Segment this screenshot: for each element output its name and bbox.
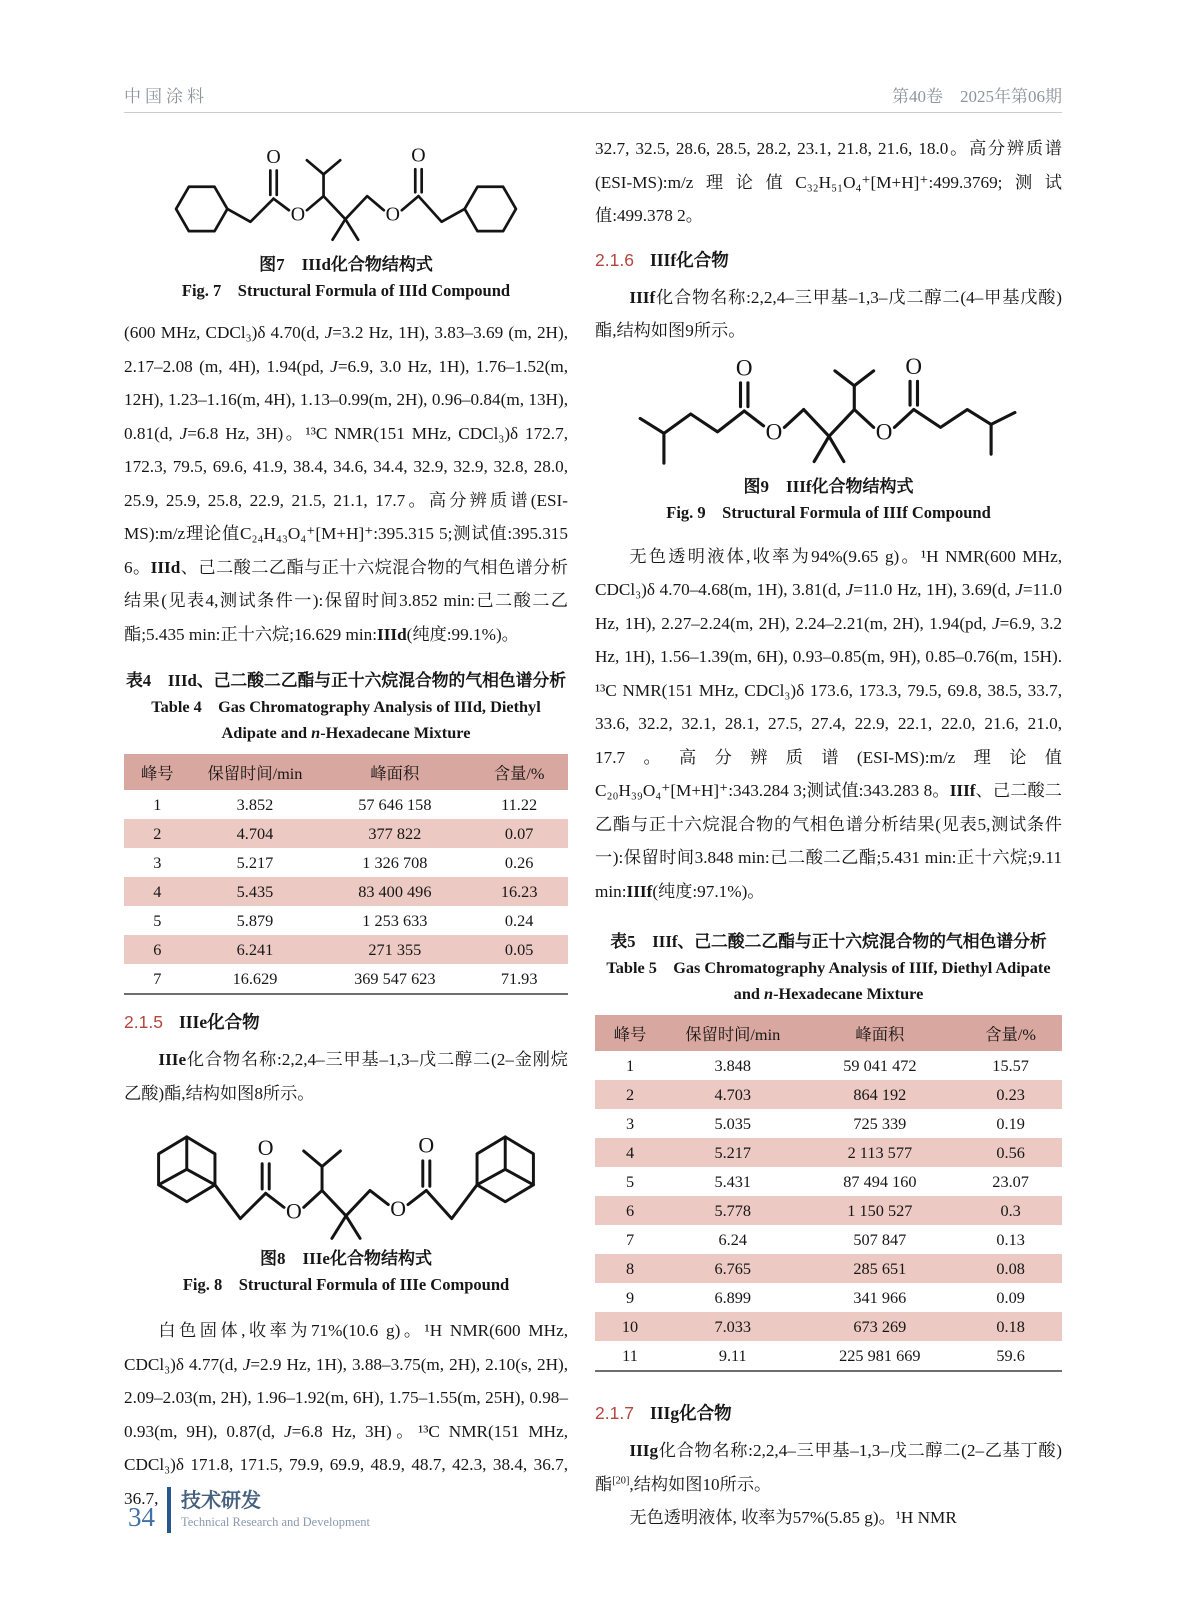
table-cell: 7: [595, 1225, 665, 1254]
svg-text:O: O: [904, 355, 922, 379]
table-4: [124, 754, 568, 995]
text-run: =11.0 Hz, 1H), 2.27–2.24(m, 2H), 2.24–2.21(m, 2H), 1.94(pd,: [595, 580, 1062, 633]
table-header-row: [124, 754, 568, 790]
footer-bar: [167, 1487, 171, 1533]
text-run: ,结构如图10所示。: [629, 1474, 772, 1494]
figure-8-caption-cn: 图8 IIIe化合物结构式: [260, 1249, 432, 1268]
table-row: [595, 1283, 1062, 1312]
figure-7-caption-en: Fig. 7 Structural Formula of IIId Compound: [181, 281, 511, 300]
table-cell: 3.852: [191, 790, 320, 819]
page-footer: [128, 1487, 370, 1533]
table-cell: 285 651: [800, 1254, 959, 1283]
table-5-caption-cn: 表5 IIIf、己二酸二乙酯与正十六烷混合物的气相色谱分析: [610, 932, 1047, 951]
text-run: J: [845, 580, 854, 599]
paragraph-iiif-nmr: [595, 540, 1062, 909]
paragraph-iiie-intro: [124, 1043, 568, 1110]
table-cell: 5.217: [191, 848, 320, 877]
text-run: J: [324, 323, 333, 342]
table-cell: 341 966: [800, 1283, 959, 1312]
text-run: (纯度:99.1%)。: [406, 624, 519, 644]
table-cell: 5.217: [665, 1138, 800, 1167]
table-4-caption-cn: 表4 IIId、己二酸二乙酯与正十六烷混合物的气相色谱分析: [125, 671, 567, 690]
page-header: [124, 82, 1062, 107]
svg-text:O: O: [390, 1196, 407, 1221]
table-row: [595, 1167, 1062, 1196]
table-cell: 0.56: [959, 1138, 1062, 1167]
text-run: -Hexadecane Mixture: [773, 984, 924, 1003]
table-row: [124, 964, 568, 994]
table-cell: 71.93: [470, 964, 568, 994]
svg-text:O: O: [290, 203, 306, 226]
table-cell: 15.57: [959, 1051, 1062, 1080]
table-row: [595, 1051, 1062, 1080]
paragraph-iiid-nmr: [124, 316, 568, 651]
text-run: 、己二酸二乙酯与正十六烷混合物的气相色谱分析结果(见表5,测试条件一):保留时间3.848 min:己二酸二乙酯;5.431 min:正十六烷;9.11 min:: [595, 781, 1062, 901]
table-header-cell: 峰号: [124, 754, 191, 790]
table-cell: 4: [124, 877, 191, 906]
text-run: IIIf: [949, 781, 976, 800]
footer-column-info: [181, 1489, 370, 1531]
chemical-structure-IIIe-icon: [128, 1120, 564, 1244]
text-run: IIIf: [629, 287, 656, 307]
table-cell: 3: [595, 1109, 665, 1138]
text-run: 化合物名称:2,2,4–三甲基–1,3–戊二醇二(2–乙基丁酸)酯: [595, 1441, 1062, 1494]
table-header-cell: 峰面积: [319, 754, 470, 790]
table-cell: 369 547 623: [319, 964, 470, 994]
text-run: IIIf: [626, 881, 653, 901]
text-run: n: [311, 723, 321, 742]
text-run: =6.9, 3.0 Hz, 1H), 1.76–1.52(m, 12H), 1.23–1.16(m, 4H), 1.13–0.99(m, 2H), 0.96–0.84(m, 13H), 0.81(d,: [124, 356, 568, 443]
svg-text:O: O: [385, 203, 400, 226]
text-run: IIIe: [158, 1050, 187, 1069]
paragraph-continuation: 32.7, 32.5, 28.6, 28.5, 28.2, 23.1, 21.8, 21.6, 18.0。高分辨质谱(ESI-MS):m/z理论值C₃₂H₅₁O₄⁺[M+H]⁺:499.3769;测试值:499.378 2。: [595, 139, 1062, 225]
text-run: J: [242, 1354, 251, 1374]
table-cell: 0.05: [470, 935, 568, 964]
table-row: [124, 935, 568, 964]
text-run: =2.9 Hz, 1H), 3.88–3.75(m, 2H), 2.10(s, 2H), 2.09–2.03(m, 2H), 1.96–1.92(m, 6H), 1.75–1.55(m, 25H), 0.98–0.93(m, 9H), 0.87(d,: [124, 1354, 569, 1441]
table-cell: 5: [124, 906, 191, 935]
table-cell: 2: [124, 819, 191, 848]
table-cell: 83 400 496: [319, 877, 470, 906]
table-row: [124, 906, 568, 935]
table-cell: 4: [595, 1138, 665, 1167]
table-cell: 6.765: [665, 1254, 800, 1283]
text-run: [20]: [612, 1474, 630, 1486]
table-row: [124, 848, 568, 877]
table-cell: 7: [124, 964, 191, 994]
table-cell: 5.778: [665, 1196, 800, 1225]
right-column: [595, 128, 1062, 1535]
text-run: 、己二酸二乙酯与正十六烷混合物的气相色谱分析结果(见表4,测试条件一):保留时间3.852 min:己二酸二乙酯;5.435 min:正十六烷;16.629 min:: [124, 557, 568, 644]
chemical-structure-IIIf-icon: [609, 356, 1049, 472]
text-run: (纯度:97.1%)。: [652, 881, 765, 901]
text-run: 化合物名称:2,2,4–三甲基–1,3–戊二醇二(4–甲基戊酸)酯,结构如图9所示。: [595, 287, 1062, 340]
table-header-cell: 含量/%: [959, 1015, 1062, 1051]
table-cell: 0.23: [959, 1080, 1062, 1109]
table-header-cell: 峰面积: [800, 1015, 959, 1051]
figure-9-caption-en: Fig. 9 Structural Formula of IIIf Compound: [666, 502, 991, 522]
paragraph-iiie-nmr: [124, 1314, 568, 1515]
table-cell: 16.629: [191, 964, 320, 994]
table-5: [595, 1015, 1062, 1372]
table-cell: 3: [124, 848, 191, 877]
svg-text:O: O: [875, 417, 892, 444]
table-cell: 11: [595, 1341, 665, 1371]
section-2-1-6: [595, 245, 1062, 275]
chemical-structure-IIId-icon: [131, 132, 561, 250]
figure-8-caption-en: Fig. 8 Structural Formula of IIIe Compound: [182, 1275, 510, 1294]
table-cell: 6.24: [665, 1225, 800, 1254]
table-cell: 6: [595, 1196, 665, 1225]
section-2-1-5: [124, 1007, 568, 1037]
table-cell: 59.6: [959, 1341, 1062, 1371]
table-cell: 16.23: [470, 877, 568, 906]
section-2-1-7: [595, 1398, 1062, 1428]
figure-8: [124, 1120, 568, 1298]
table-cell: 1 326 708: [319, 848, 470, 877]
header-rule: [124, 112, 1062, 113]
svg-text:O: O: [266, 145, 281, 168]
table-cell: 1 150 527: [800, 1196, 959, 1225]
text-run: 无色透明液体,收率为94%(9.65 g)。¹H NMR(600 MHz, CDCl₃)δ 4.70–4.68(m, 1H), 3.81(d,: [595, 546, 1062, 599]
table-cell: 0.3: [959, 1196, 1062, 1225]
table-4-caption-en: [124, 694, 568, 746]
table-header-cell: 峰号: [595, 1015, 665, 1051]
text-run: -Hexadecane Mixture: [320, 723, 471, 742]
text-run: =11.0 Hz, 1H), 3.69(d,: [853, 580, 1016, 599]
svg-text:O: O: [735, 355, 753, 380]
table-cell: 6.241: [191, 935, 320, 964]
table-row: [595, 1109, 1062, 1138]
table-row: [124, 819, 568, 848]
table-cell: 2: [595, 1080, 665, 1109]
text-run: =6.9, 3.2 Hz, 1H), 1.56–1.39(m, 6H), 0.93–0.85(m, 9H), 0.85–0.76(m, 15H). ¹³C NMR(151 MHz, CDCl₃)δ 173.6, 173.3, 79.5, 69.8, 38.5, 33.7, 33.6, 32.2, 32.1, 28.1, 27.5, 27.4, 22.9, 22.1, 22.0, 21.6, 21.0, 17.7。高分辨质谱(ESI-MS):m/z理论值C₂₀H₃₉O₄⁺[M+H]⁺:343.284 3;测试值:343.283 8。: [595, 613, 1062, 800]
text-run: J: [283, 1421, 292, 1441]
text-run: =3.2 Hz, 1H), 3.83–3.69 (m, 2H), 2.17–2.08 (m, 4H), 1.94(pd,: [124, 323, 568, 376]
table-cell: 377 822: [319, 819, 470, 848]
table-row: [595, 1225, 1062, 1254]
table-cell: 57 646 158: [319, 790, 470, 819]
page-number: 34: [128, 1501, 155, 1532]
table-cell: 5.435: [191, 877, 320, 906]
table-cell: 0.18: [959, 1312, 1062, 1341]
table-cell: 673 269: [800, 1312, 959, 1341]
section-number: 2.1.7: [595, 1403, 634, 1423]
table-row: [595, 1254, 1062, 1283]
text-run: IIId: [377, 624, 407, 644]
footer-column-cn: 技术研发: [181, 1490, 261, 1512]
table-cell: 2 113 577: [800, 1138, 959, 1167]
table-row: [124, 877, 568, 906]
table-header-row: [595, 1015, 1062, 1051]
table-row: [124, 790, 568, 819]
table-row: [595, 1196, 1062, 1225]
text-run: Table 5 Gas Chromatography Analysis of IIIf, Diethyl Adipate and: [606, 958, 1051, 1003]
table-row: [595, 1080, 1062, 1109]
svg-text:O: O: [411, 144, 426, 167]
table-header-cell: 含量/%: [470, 754, 568, 790]
table-header-cell: 保留时间/min: [191, 754, 320, 790]
table-cell: 0.19: [959, 1109, 1062, 1138]
text-run: =6.8 Hz, 3H)。¹³C NMR(151 MHz, CDCl₃)δ 172.7, 172.3, 79.5, 69.6, 41.9, 38.4, 34.6, 34.4, 32.9, 32.9, 32.8, 28.0, 25.9, 25.9, 25.8, 22.9, 21.5, 21.1, 17.7。高分辨质谱(ESI-MS):m/z理论值C₂₄H₄₃O₄⁺[M+H]⁺:395.315 5;测试值:395.315 6。: [124, 423, 568, 577]
text-run: IIId: [150, 557, 181, 577]
figure-7: [124, 132, 568, 304]
table-row: [595, 1138, 1062, 1167]
section-number: 2.1.6: [595, 249, 634, 270]
svg-text:O: O: [257, 1136, 274, 1161]
table-cell: 507 847: [800, 1225, 959, 1254]
text-run: J: [1015, 580, 1023, 599]
text-run: Table 4 Gas Chromatography Analysis of IIId, Diethyl Adipate and: [151, 697, 541, 742]
table-cell: 6.899: [665, 1283, 800, 1312]
text-run: (600 MHz, CDCl₃)δ 4.70(d,: [124, 323, 325, 342]
section-number: 2.1.5: [124, 1012, 163, 1032]
table-cell: 4.704: [191, 819, 320, 848]
table-row: [595, 1312, 1062, 1341]
text-run: J: [330, 356, 338, 376]
issue-info: 第40卷 2025年第06期: [892, 87, 1062, 106]
section-title: IIIf化合物: [649, 249, 729, 270]
table-cell: 0.13: [959, 1225, 1062, 1254]
section-title: IIIg化合物: [649, 1403, 732, 1423]
table-cell: 7.033: [665, 1312, 800, 1341]
table-cell: 6: [124, 935, 191, 964]
table-cell: 0.08: [959, 1254, 1062, 1283]
figure-9: [595, 356, 1062, 526]
table-cell: 1: [595, 1051, 665, 1080]
paragraph-iiif-intro: [595, 281, 1062, 348]
svg-text:O: O: [285, 1199, 302, 1224]
table-cell: 59 041 472: [800, 1051, 959, 1080]
table-cell: 9.11: [665, 1341, 800, 1371]
table-cell: 9: [595, 1283, 665, 1312]
table-cell: 1: [124, 790, 191, 819]
table-cell: 8: [595, 1254, 665, 1283]
text-run: =6.8 Hz, 3H)。¹³C NMR(151 MHz, CDCl₃)δ 171.8, 171.5, 79.9, 69.9, 48.9, 48.7, 42.3, 38.4, 36.7, 36.7,: [124, 1421, 568, 1508]
table-cell: 11.22: [470, 790, 568, 819]
table-5-caption-en: [595, 955, 1062, 1007]
journal-name: 中国涂料: [124, 87, 208, 106]
table-cell: 5.431: [665, 1167, 800, 1196]
figure-9-caption-cn: 图9 IIIf化合物结构式: [743, 476, 914, 496]
text-run: n: [764, 984, 774, 1003]
svg-text:O: O: [765, 417, 782, 444]
table-cell: 5.879: [191, 906, 320, 935]
table-cell: 0.07: [470, 819, 568, 848]
svg-text:O: O: [418, 1133, 435, 1158]
section-title: IIIe化合物: [178, 1012, 260, 1032]
text-run: J: [991, 613, 1000, 633]
table-cell: 725 339: [800, 1109, 959, 1138]
table-header-cell: 保留时间/min: [665, 1015, 800, 1051]
figure-7-caption-cn: 图7 IIId化合物结构式: [259, 255, 433, 274]
table-cell: 271 355: [319, 935, 470, 964]
text-run: IIIg: [629, 1441, 659, 1460]
table-cell: 0.26: [470, 848, 568, 877]
table-cell: 3.848: [665, 1051, 800, 1080]
paragraph-last: 无色透明液体, 收率为57%(5.85 g)。¹H NMR: [629, 1508, 957, 1527]
table-cell: 864 192: [800, 1080, 959, 1109]
left-column: [124, 128, 568, 1515]
table-cell: 0.24: [470, 906, 568, 935]
text-run: 化合物名称:2,2,4–三甲基–1,3–戊二醇二(2–金刚烷乙酸)酯,结构如图8所示。: [124, 1050, 568, 1103]
table-cell: 23.07: [959, 1167, 1062, 1196]
table-cell: 225 981 669: [800, 1341, 959, 1371]
table-cell: 5: [595, 1167, 665, 1196]
table-cell: 87 494 160: [800, 1167, 959, 1196]
table-cell: 10: [595, 1312, 665, 1341]
paragraph-iiig-intro: [595, 1434, 1062, 1501]
footer-column-en: Technical Research and Development: [181, 1515, 370, 1529]
text-run: J: [179, 423, 188, 443]
table-cell: 0.09: [959, 1283, 1062, 1312]
table-cell: 1 253 633: [319, 906, 470, 935]
table-cell: 4.703: [665, 1080, 800, 1109]
table-cell: 5.035: [665, 1109, 800, 1138]
text-run: 白色固体,收率为71%(10.6 g)。¹H NMR(600 MHz, CDCl₃)δ 4.77(d,: [124, 1321, 568, 1374]
table-row: [595, 1341, 1062, 1371]
